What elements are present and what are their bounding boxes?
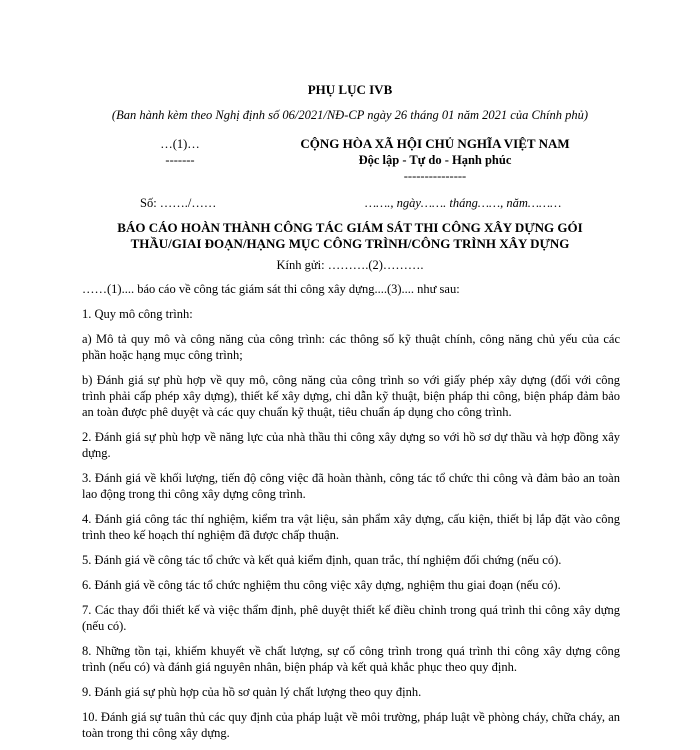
- appendix-subtitle: (Ban hành kèm theo Nghị định số 06/2021/NĐ-CP ngày 26 tháng 01 năm 2021 của Chính phủ): [111, 108, 589, 122]
- org-rule: -------: [165, 153, 195, 167]
- nation-name: CỘNG HÒA XÃ HỘI CHỦ NGHĨA VIỆT NAM: [300, 136, 570, 151]
- org-placeholder: …(1)…: [160, 137, 200, 151]
- body-paragraph: 5. Đánh giá về công tác tổ chức và kết quả kiểm định, quan trắc, thí nghiệm đối chứng (nếu có).: [82, 553, 562, 567]
- body-paragraph: 1. Quy mô công trình:: [82, 307, 193, 321]
- document-number: Số: ……./……: [140, 196, 217, 210]
- body-paragraph: 3. Đánh giá về khối lượng, tiến độ công việc đã hoàn thành, công tác tổ chức thi công và đảm bảo an toàn lao động trong thi công xây dựng công trình.: [82, 471, 620, 501]
- document-date: ……., ngày……. tháng……, năm………: [365, 196, 562, 210]
- body-paragraph: 8. Những tồn tại, khiếm khuyết về chất lượng, sự cố công trình trong quá trình thi công xây dựng công trình (nếu có) và đánh giá nguyên nhân, biện pháp và kết quả khắc phục theo quy định.: [82, 644, 620, 674]
- national-header: [270, 136, 600, 184]
- motto-rule: ---------------: [403, 169, 467, 183]
- body-paragraph: ……(1).... báo cáo về công tác giám sát thi công xây dựng....(3).... như sau:: [82, 282, 460, 296]
- body-paragraph: 2. Đánh giá sự phù hợp về năng lực của nhà thầu thi công xây dựng so với hồ sơ dự thầu và hợp đồng xây dựng.: [82, 430, 620, 460]
- body-paragraph: 9. Đánh giá sự phù hợp của hồ sơ quản lý chất lượng theo quy định.: [82, 685, 422, 699]
- body-paragraph: 7. Các thay đổi thiết kế và việc thẩm định, phê duyệt thiết kế điều chỉnh trong quá trình thi công xây dựng (nếu có).: [82, 603, 620, 633]
- body-paragraph: b) Đánh giá sự phù hợp về quy mô, công năng của công trình so với giấy phép xây dựng (đối với công trình phải cấp phép xây dựng), thiết kế xây dựng, chỉ dẫn kỹ thuật, biện pháp thi công, biện pháp đảm bảo an toàn được phê duyệt và các quy chuẩn kỹ thuật, tiêu chuẩn áp dụng cho công trình.: [82, 373, 620, 419]
- report-body: [82, 281, 620, 750]
- issuing-organization: [140, 136, 220, 168]
- body-paragraph: 6. Đánh giá về công tác tổ chức nghiệm thu công việc xây dựng, nghiệm thu giai đoạn (nếu có).: [82, 578, 561, 592]
- report-title: BÁO CÁO HOÀN THÀNH CÔNG TÁC GIÁM SÁT THI CÔNG XÂY DỰNG GÓI THẦU/GIAI ĐOẠN/HẠNG MỤC CÔNG TRÌNH/CÔNG TRÌNH XÂY DỰNG: [117, 220, 583, 251]
- body-paragraph: 10. Đánh giá sự tuân thủ các quy định của pháp luật về môi trường, pháp luật về phòng cháy, chữa cháy, an toàn trong thi công xây dựng.: [82, 710, 620, 740]
- body-paragraph: a) Mô tả quy mô và công năng của công trình: các thông số kỹ thuật chính, công năng chủ yếu của các phần hoặc hạng mục công trình;: [82, 332, 620, 362]
- appendix-title: PHỤ LỤC IVB: [307, 82, 393, 97]
- recipient-line: Kính gửi: ……….(2)……….: [276, 258, 424, 272]
- national-motto: Độc lập - Tự do - Hạnh phúc: [358, 153, 512, 167]
- body-paragraph: 4. Đánh giá công tác thí nghiệm, kiểm tra vật liệu, sản phẩm xây dựng, cấu kiện, thiết bị lắp đặt vào công trình theo kế hoạch thí nghiệm đã được chấp thuận.: [82, 512, 620, 542]
